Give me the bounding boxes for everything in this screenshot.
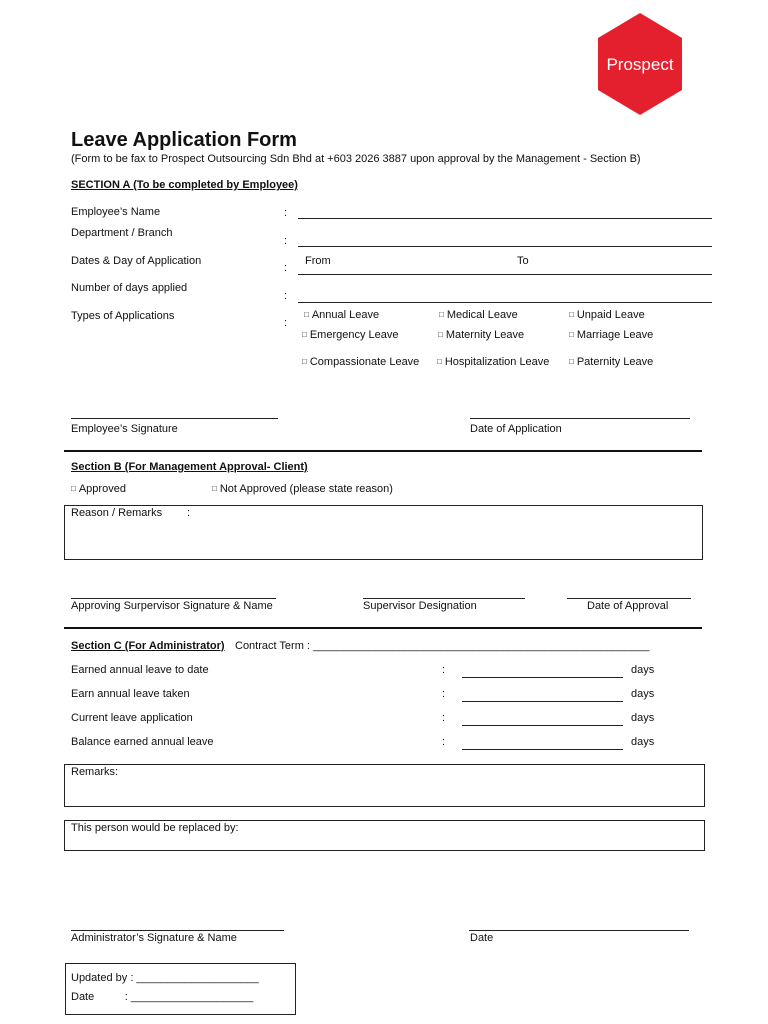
leave-option-label: Annual Leave [311, 309, 380, 321]
employee-signature-label: Employee’s Signature [71, 423, 178, 435]
section-divider [64, 627, 702, 629]
department-label: Department / Branch [71, 227, 173, 239]
balance-leave-line[interactable] [462, 749, 623, 750]
remarks-label: Remarks: [71, 766, 119, 778]
employee-name-label: Employee’s Name [71, 206, 161, 218]
supervisor-designation-label: Supervisor Designation [363, 600, 477, 612]
reason-remarks-label: Reason / Remarks [71, 507, 163, 519]
checkbox-icon[interactable]: □ [569, 330, 574, 339]
leave-option-label: Medical Leave [446, 309, 518, 321]
leave-option-paternity[interactable] [569, 356, 653, 368]
from-label: From [305, 255, 331, 267]
approved-option[interactable] [71, 483, 126, 495]
admin-signature-line[interactable] [71, 930, 284, 931]
replaced-by-box[interactable] [64, 820, 705, 851]
supervisor-designation-line[interactable] [363, 598, 525, 599]
leave-option-unpaid[interactable] [569, 309, 645, 321]
days-unit: days [631, 712, 655, 724]
employee-name-line[interactable] [298, 218, 712, 219]
to-label: To [517, 255, 529, 267]
leave-option-label: Marriage Leave [576, 329, 654, 341]
leave-option-label: Unpaid Leave [576, 309, 645, 321]
colon: : [284, 207, 288, 219]
colon: : [284, 235, 288, 247]
checkbox-icon[interactable]: □ [438, 330, 443, 339]
earned-leave-line[interactable] [462, 677, 623, 678]
update-box [65, 963, 296, 1015]
leave-option-label: Maternity Leave [445, 329, 525, 341]
not-approved-option[interactable] [212, 483, 393, 495]
checkbox-icon[interactable]: □ [569, 357, 574, 366]
days-unit: days [631, 688, 655, 700]
dates-label: Dates & Day of Application [71, 255, 202, 267]
leave-option-emergency[interactable] [302, 329, 399, 341]
current-application-label: Current leave application [71, 712, 193, 724]
checkbox-icon[interactable]: □ [569, 310, 574, 319]
department-line[interactable] [298, 246, 712, 247]
leave-option-compassionate[interactable] [302, 356, 419, 368]
checkbox-icon[interactable]: □ [439, 310, 444, 319]
contract-term[interactable]: Contract Term : _______________________________________________________ [235, 640, 650, 652]
date-of-application-line[interactable] [470, 418, 690, 419]
leave-option-label: Paternity Leave [576, 356, 654, 368]
leave-option-label: Compassionate Leave [309, 356, 420, 368]
earned-leave-label: Earned annual leave to date [71, 664, 209, 676]
colon: : [442, 664, 446, 676]
supervisor-signature-label: Approving Surpervisor Signature & Name [71, 600, 273, 612]
leave-taken-label: Earn annual leave taken [71, 688, 190, 700]
leave-option-marriage[interactable] [569, 329, 653, 341]
checkbox-icon[interactable]: □ [71, 484, 76, 493]
leave-option-label: Hospitalization Leave [444, 356, 550, 368]
updated-date-field[interactable]: Date : ____________________ [71, 991, 254, 1003]
supervisor-signature-line[interactable] [71, 598, 276, 599]
checkbox-icon[interactable]: □ [437, 357, 442, 366]
days-applied-line[interactable] [298, 302, 712, 303]
checkbox-icon[interactable]: □ [212, 484, 217, 493]
approved-label: Approved [78, 483, 126, 495]
form-title: Leave Application Form [71, 129, 297, 151]
colon: : [187, 507, 191, 519]
not-approved-label: Not Approved (please state reason) [219, 483, 393, 495]
days-unit: days [631, 736, 655, 748]
leave-option-label: Emergency Leave [309, 329, 399, 341]
leave-option-maternity[interactable] [438, 329, 524, 341]
remarks-box[interactable] [64, 764, 705, 807]
colon: : [442, 736, 446, 748]
checkbox-icon[interactable]: □ [304, 310, 309, 319]
section-divider [64, 450, 702, 452]
colon: : [442, 688, 446, 700]
leave-option-hospitalization[interactable] [437, 356, 549, 368]
reason-remarks-box[interactable] [64, 505, 703, 560]
colon: : [284, 262, 288, 274]
employee-signature-line[interactable] [71, 418, 278, 419]
days-unit: days [631, 664, 655, 676]
current-application-line[interactable] [462, 725, 623, 726]
leave-option-medical[interactable] [439, 309, 518, 321]
leave-taken-line[interactable] [462, 701, 623, 702]
colon: : [442, 712, 446, 724]
prospect-logo [596, 12, 684, 116]
admin-date-line[interactable] [469, 930, 689, 931]
admin-date-label: Date [470, 932, 494, 944]
checkbox-icon[interactable]: □ [302, 330, 307, 339]
days-applied-label: Number of days applied [71, 282, 188, 294]
replaced-by-label: This person would be replaced by: [71, 822, 239, 834]
section-b-heading: Section B (For Management Approval- Client) [71, 461, 308, 473]
balance-leave-label: Balance earned annual leave [71, 736, 214, 748]
logo-text: Prospect [606, 55, 674, 74]
colon: : [284, 317, 288, 329]
date-of-application-label: Date of Application [470, 423, 562, 435]
admin-signature-label: Administrator’s Signature & Name [71, 932, 237, 944]
section-a-heading: SECTION A (To be completed by Employee) [71, 179, 298, 191]
types-label: Types of Applications [71, 310, 175, 322]
checkbox-icon[interactable]: □ [302, 357, 307, 366]
leave-option-annual[interactable] [304, 309, 379, 321]
date-of-approval-line[interactable] [567, 598, 691, 599]
updated-by-field[interactable]: Updated by : ____________________ [71, 972, 259, 984]
form-subtitle: (Form to be fax to Prospect Outsourcing Sdn Bhd at +603 2026 3887 upon approval by the Management - Section B) [71, 153, 641, 165]
section-c-heading: Section C (For Administrator) [71, 640, 225, 652]
date-of-approval-label: Date of Approval [587, 600, 669, 612]
dates-line[interactable] [298, 274, 712, 275]
colon: : [284, 290, 288, 302]
